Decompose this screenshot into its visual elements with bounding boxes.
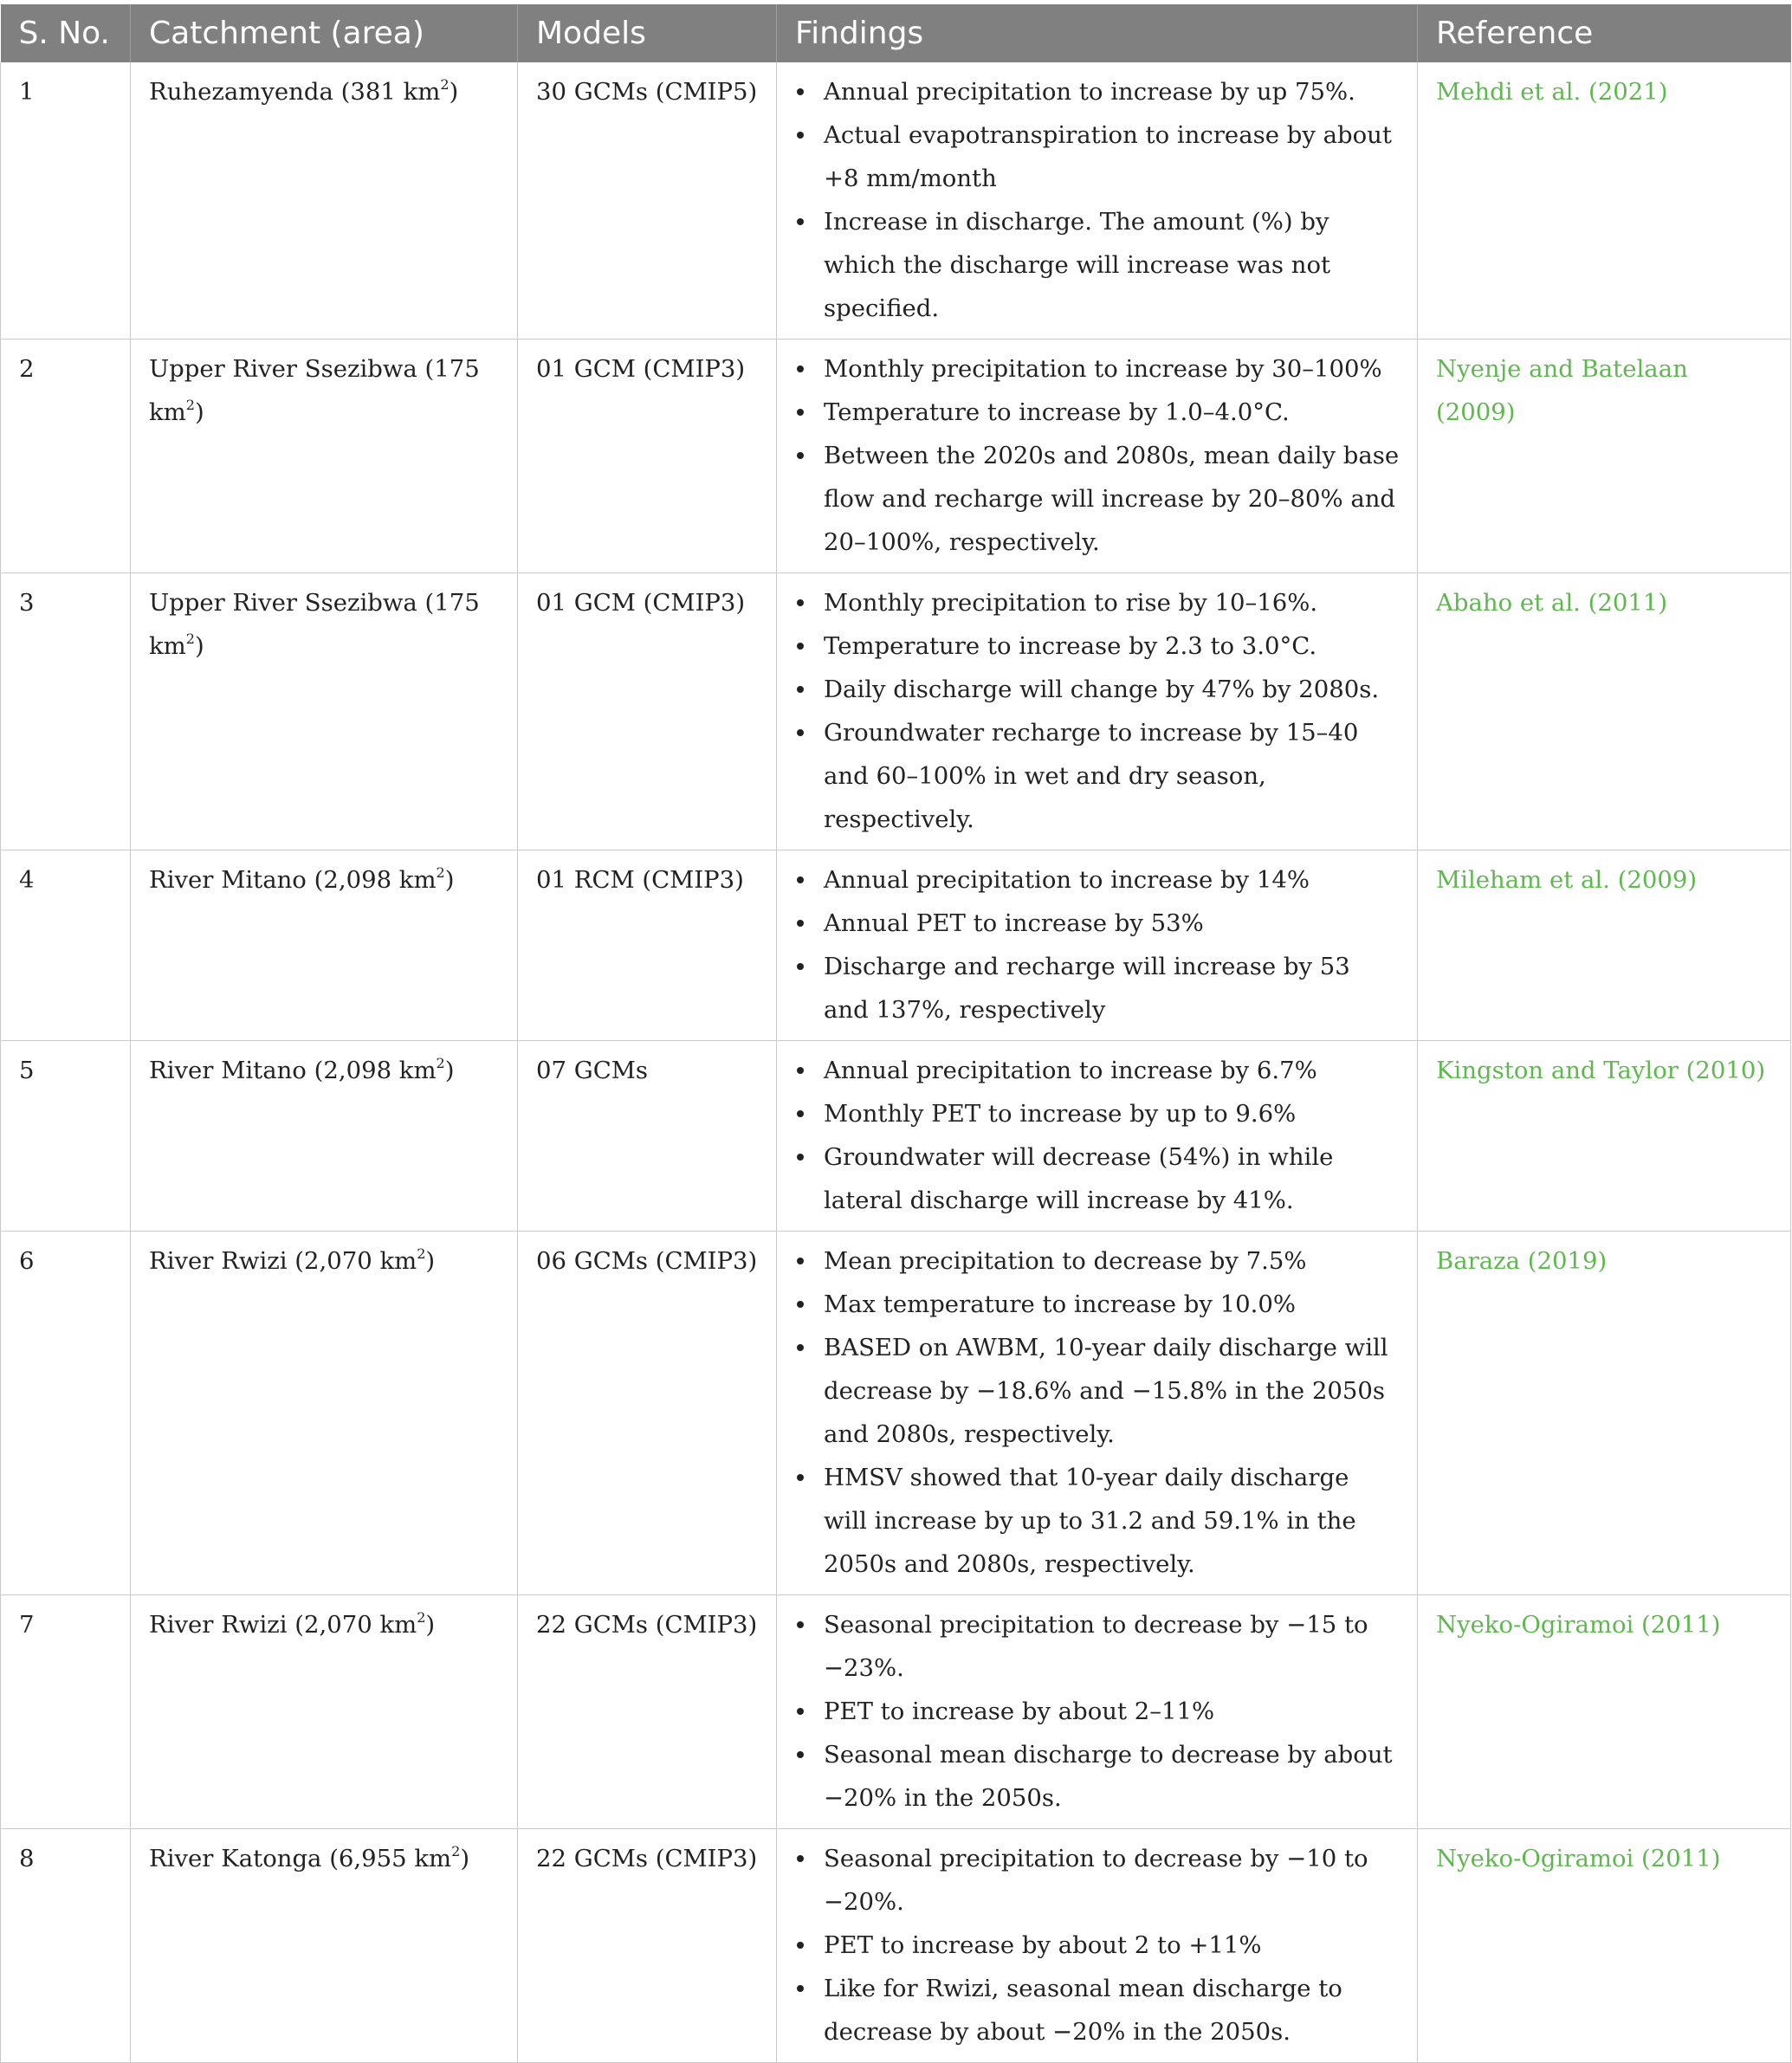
serial-number-cell: 4	[1, 850, 131, 1041]
catchment-findings-table	[0, 4, 1791, 2063]
finding-item: Groundwater recharge to increase by 15–40 and 60–100% in wet and dry season, respectively.	[795, 711, 1400, 841]
finding-item: Daily discharge will change by 47% by 2080s.	[795, 668, 1400, 711]
finding-item: Annual precipitation to increase by 6.7%	[795, 1049, 1400, 1092]
reference-cell	[1418, 850, 1791, 1041]
reference-link[interactable]: Mileham et al. (2009)	[1436, 866, 1698, 894]
area-unit-superscript: 2	[451, 1843, 461, 1859]
catchment-name: River Rwizi (2,070 km	[149, 1247, 417, 1275]
table-row	[1, 573, 1791, 850]
reference-cell	[1418, 340, 1791, 573]
models-cell: 07 GCMs	[518, 1041, 777, 1232]
table-body	[1, 62, 1791, 2063]
finding-item: BASED on AWBM, 10-year daily discharge will decrease by −18.6% and −15.8% in the 2050s and 2080s, respectively.	[795, 1326, 1400, 1456]
area-unit-superscript: 2	[185, 631, 195, 647]
models-cell: 01 GCM (CMIP3)	[518, 340, 777, 573]
serial-number-cell: 1	[1, 62, 131, 340]
finding-item: Groundwater will decrease (54%) in while lateral discharge will increase by 41%.	[795, 1135, 1400, 1222]
reference-cell	[1418, 1595, 1791, 1829]
table-row	[1, 340, 1791, 573]
catchment-name: River Mitano (2,098 km	[149, 866, 437, 894]
catchment-close-paren: )	[194, 632, 204, 660]
table-row	[1, 1232, 1791, 1595]
reference-cell	[1418, 1041, 1791, 1232]
serial-number-cell: 5	[1, 1041, 131, 1232]
finding-item: Monthly precipitation to rise by 10–16%.	[795, 581, 1400, 624]
finding-item: Monthly precipitation to increase by 30–100%	[795, 347, 1400, 391]
reference-link[interactable]: Baraza (2019)	[1436, 1247, 1608, 1275]
reference-link[interactable]: Mehdi et al. (2021)	[1436, 78, 1668, 106]
finding-item: Mean precipitation to decrease by 7.5%	[795, 1239, 1400, 1283]
header-reference: Reference	[1418, 4, 1791, 62]
table-row	[1, 62, 1791, 340]
catchment-cell	[131, 340, 518, 573]
findings-cell	[777, 62, 1418, 340]
models-cell: 01 RCM (CMIP3)	[518, 850, 777, 1041]
serial-number-cell: 7	[1, 1595, 131, 1829]
table-header	[1, 4, 1791, 62]
catchment-close-paren: )	[444, 866, 455, 894]
area-unit-superscript: 2	[417, 1245, 426, 1262]
findings-list	[795, 1837, 1400, 2053]
area-unit-superscript: 2	[436, 864, 445, 881]
catchment-cell	[131, 1829, 518, 2063]
catchment-close-paren: )	[194, 398, 204, 426]
catchment-cell	[131, 1041, 518, 1232]
findings-list	[795, 581, 1400, 841]
finding-item: Temperature to increase by 2.3 to 3.0°C.	[795, 624, 1400, 668]
reference-link[interactable]: Nyeko-Ogiramoi (2011)	[1436, 1845, 1721, 1872]
reference-link[interactable]: Nyenje and Batelaan (2009)	[1436, 355, 1688, 426]
catchment-cell	[131, 850, 518, 1041]
area-unit-superscript: 2	[185, 397, 195, 413]
catchment-close-paren: )	[449, 78, 459, 106]
finding-item: PET to increase by about 2 to +11%	[795, 1924, 1400, 1967]
models-cell: 06 GCMs (CMIP3)	[518, 1232, 777, 1595]
findings-cell	[777, 1041, 1418, 1232]
catchment-cell	[131, 1232, 518, 1595]
finding-item: Increase in discharge. The amount (%) by which the discharge will increase was not specified.	[795, 200, 1400, 330]
serial-number-cell: 3	[1, 573, 131, 850]
findings-cell	[777, 1829, 1418, 2063]
findings-list	[795, 347, 1400, 564]
models-cell: 30 GCMs (CMIP5)	[518, 62, 777, 340]
finding-item: Seasonal precipitation to decrease by −10 to −20%.	[795, 1837, 1400, 1924]
catchment-cell	[131, 1595, 518, 1829]
catchment-name: Upper River Ssezibwa (175 km	[149, 355, 480, 426]
models-cell: 01 GCM (CMIP3)	[518, 573, 777, 850]
finding-item: Seasonal mean discharge to decrease by about −20% in the 2050s.	[795, 1733, 1400, 1820]
reference-link[interactable]: Abaho et al. (2011)	[1436, 589, 1668, 617]
reference-link[interactable]: Kingston and Taylor (2010)	[1436, 1057, 1766, 1084]
catchment-close-paren: )	[444, 1057, 455, 1084]
findings-cell	[777, 850, 1418, 1041]
finding-item: HMSV showed that 10-year daily discharge will increase by up to 31.2 and 59.1% in the 2050s and 2080s, respectively.	[795, 1456, 1400, 1586]
catchment-name: Ruhezamyenda (381 km	[149, 78, 441, 106]
table-row	[1, 1041, 1791, 1232]
area-unit-superscript: 2	[417, 1609, 426, 1626]
finding-item: Seasonal precipitation to decrease by −15 to −23%.	[795, 1603, 1400, 1690]
table-row	[1, 850, 1791, 1041]
reference-cell	[1418, 1232, 1791, 1595]
finding-item: Annual precipitation to increase by 14%	[795, 858, 1400, 902]
models-cell: 22 GCMs (CMIP3)	[518, 1829, 777, 2063]
reference-cell	[1418, 573, 1791, 850]
catchment-name: River Rwizi (2,070 km	[149, 1611, 417, 1639]
catchment-name: Upper River Ssezibwa (175 km	[149, 589, 480, 660]
table-row	[1, 1829, 1791, 2063]
models-cell: 22 GCMs (CMIP3)	[518, 1595, 777, 1829]
finding-item: Discharge and recharge will increase by 53 and 137%, respectively	[795, 945, 1400, 1032]
header-row	[1, 4, 1791, 62]
findings-cell	[777, 1595, 1418, 1829]
finding-item: Annual PET to increase by 53%	[795, 902, 1400, 945]
catchment-name: River Katonga (6,955 km	[149, 1845, 452, 1872]
findings-cell	[777, 340, 1418, 573]
header-catchment: Catchment (area)	[131, 4, 518, 62]
finding-item: Between the 2020s and 2080s, mean daily base flow and recharge will increase by 20–80% and 20–100%, respectively.	[795, 434, 1400, 564]
header-sno: S. No.	[1, 4, 131, 62]
catchment-name: River Mitano (2,098 km	[149, 1057, 437, 1084]
catchment-close-paren: )	[425, 1247, 436, 1275]
finding-item: Annual precipitation to increase by up 75%.	[795, 70, 1400, 113]
catchment-close-paren: )	[425, 1611, 436, 1639]
catchment-cell	[131, 573, 518, 850]
findings-list	[795, 1239, 1400, 1586]
finding-item: PET to increase by about 2–11%	[795, 1690, 1400, 1733]
header-models: Models	[518, 4, 777, 62]
findings-cell	[777, 1232, 1418, 1595]
findings-list	[795, 1603, 1400, 1820]
reference-cell	[1418, 62, 1791, 340]
area-unit-superscript: 2	[436, 1055, 445, 1071]
finding-item: Actual evapotranspiration to increase by about +8 mm/month	[795, 113, 1400, 200]
serial-number-cell: 2	[1, 340, 131, 573]
area-unit-superscript: 2	[440, 76, 450, 93]
findings-list	[795, 70, 1400, 330]
findings-list	[795, 858, 1400, 1032]
finding-item: Monthly PET to increase by up to 9.6%	[795, 1092, 1400, 1135]
findings-list	[795, 1049, 1400, 1222]
finding-item: Like for Rwizi, seasonal mean discharge to decrease by about −20% in the 2050s.	[795, 1967, 1400, 2053]
serial-number-cell: 8	[1, 1829, 131, 2063]
finding-item: Max temperature to increase by 10.0%	[795, 1283, 1400, 1326]
findings-cell	[777, 573, 1418, 850]
reference-link[interactable]: Nyeko-Ogiramoi (2011)	[1436, 1611, 1721, 1639]
header-findings: Findings	[777, 4, 1418, 62]
catchment-cell	[131, 62, 518, 340]
catchment-close-paren: )	[460, 1845, 470, 1872]
finding-item: Temperature to increase by 1.0–4.0°C.	[795, 391, 1400, 434]
reference-cell	[1418, 1829, 1791, 2063]
serial-number-cell: 6	[1, 1232, 131, 1595]
table-row	[1, 1595, 1791, 1829]
